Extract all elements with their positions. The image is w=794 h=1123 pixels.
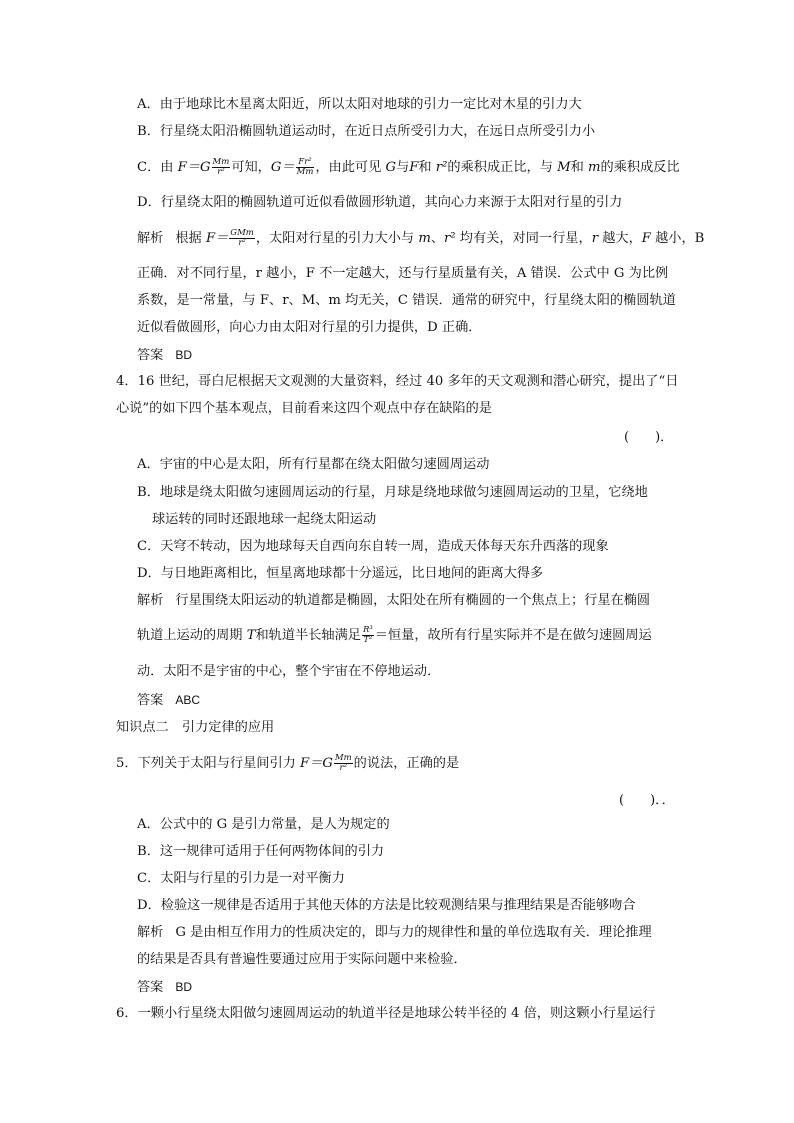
q3-analysis-line-2: 正确．对不同行星，r 越小，F 不一定越大，还与行星质量有关，A 错误．公式中 G 为比例 <box>137 266 669 281</box>
q4-answer <box>137 690 200 711</box>
formula-fraction: $\frac{Mm}{\text{r²}}$ <box>334 753 352 773</box>
section-heading: 知识点二 引力定律的应用 <box>116 720 275 735</box>
q4-analysis-line-2: 轨道上运动的周期 T和轨道半长轴满足 $\frac{\text{R³}}{\text{T²}}$ ＝恒量，故所有行星实际并不是在做匀速圆周运 <box>137 625 652 645</box>
q4-stem-line-1: 4．16 世纪，哥白尼根据天文观测的大量资料，经过 40 多年的天文观测和潜心研究，提出了“日 <box>116 374 679 389</box>
q6-stem-line-1: 6．一颗小行星绕太阳做匀速圆周运动的轨道半径是地球公转半径的 4 倍，则这颗小行星运行 <box>116 1006 656 1021</box>
q4-analysis-line-1: 解析 行星围绕太阳运动的轨道都是椭圆，太阳处在所有椭圆的一个焦点上；行星在椭圆 <box>137 593 651 608</box>
q4-option-a: A．宇宙的中心是太阳，所有行星都在绕太阳做匀速圆周运动 <box>137 457 490 472</box>
q3-option-b: B．行星绕太阳沿椭圆轨道运动时，在近日点所受引力大，在远日点所受引力小 <box>137 124 596 139</box>
formula-fraction: $\frac{\text{GMm}}{\text{r²}}$ <box>230 228 254 248</box>
q5-analysis-line-2: 的结果是否具有普遍性要通过应用于实际问题中来检验． <box>137 952 467 967</box>
answer-value: BD <box>175 980 193 994</box>
q5-option-b: B．这一规律可适用于任何两物体间的引力 <box>137 844 385 859</box>
q3-option-c: C．由 F＝G $\frac{Mm}{\text{r²}}$ 可知，G＝ $\frac{\text{Fr²}}{Mm}$ ，由此可见 G与F和 r²的乘积成正比，与 M和 m的乘积成反比 <box>137 157 680 177</box>
q3-analysis-line-4: 近似看做圆形，向心力由太阳对行星的引力提供，D 正确． <box>137 320 482 335</box>
q3-analysis-line-3: 系数，是一常量，与 F、r、M、m 均无关，C 错误．通常的研究中，行星绕太阳的椭圆轨道 <box>137 293 676 308</box>
q4-answer-blank: ( )． <box>624 430 674 445</box>
analysis-label: 解析 <box>137 593 164 608</box>
answer-value: BD <box>175 348 193 362</box>
q3-analysis-line-1: 解析 根据 F＝ $\frac{\text{GMm}}{\text{r²}}$ ，太阳对行星的引力大小与 m、r² 均有关，对同一行星，r 越大，F 越小，B <box>137 228 705 248</box>
q4-stem-line-2: 心说”的如下四个基本观点，目前看来这四个观点中存在缺陷的是 <box>116 401 492 416</box>
q4-analysis-line-3: 动．太阳不是宇宙的中心，整个宇宙在不停地运动． <box>137 664 441 679</box>
analysis-label: 解析 <box>137 925 164 940</box>
q5-option-c: C．太阳与行星的引力是一对平衡力 <box>137 871 345 886</box>
q4-option-d: D．与日地距离相比，恒星离地球都十分遥远，比日地间的距离大得多 <box>137 566 544 581</box>
formula-fraction: $\frac{\text{R³}}{\text{T²}}$ <box>363 625 373 645</box>
q5-stem: 5．下列关于太阳与行星间引力 F＝G $\frac{Mm}{\text{r²}}$ 的说法，正确的是 <box>116 753 460 773</box>
answer-label: 答案 <box>137 348 164 363</box>
formula-fraction: $\frac{\text{Fr²}}{Mm}$ <box>296 157 314 177</box>
q4-option-c: C．天穹不转动，因为地球每天自西向东自转一周，造成天体每天东升西落的现象 <box>137 539 609 554</box>
answer-label: 答案 <box>137 693 164 708</box>
q5-option-a: A．公式中的 G 是引力常量，是人为规定的 <box>137 817 390 832</box>
q3-option-a: A．由于地球比木星离太阳近，所以太阳对地球的引力一定比对木星的引力大 <box>137 97 582 112</box>
formula-fraction: $\frac{Mm}{\text{r²}}$ <box>212 157 230 177</box>
answer-label: 答案 <box>137 980 164 995</box>
q5-answer <box>137 977 192 998</box>
q5-answer-blank: ( )．． <box>619 793 675 808</box>
q4-option-b-line-1: B．地球是绕太阳做匀速圆周运动的行星，月球是绕地球做匀速圆周运动的卫星，它绕地 <box>137 485 648 500</box>
q5-option-d: D．检验这一规律是否适用于其他天体的方法是比较观测结果与推理结果是否能够吻合 <box>137 898 636 913</box>
analysis-label: 解析 <box>137 231 164 246</box>
q3-answer <box>137 345 192 366</box>
answer-value: ABC <box>175 693 201 707</box>
q3-option-d: D．行星绕太阳的椭圆轨道可近似看做圆形轨道，其向心力来源于太阳对行星的引力 <box>137 195 623 210</box>
q4-option-b-line-2: 球运转的同时还跟地球一起绕太阳运动 <box>152 512 377 527</box>
q5-analysis-line-1: 解析 G 是由相互作用力的性质决定的，即与力的规律性和量的单位选取有关．理论推理 <box>137 925 652 940</box>
